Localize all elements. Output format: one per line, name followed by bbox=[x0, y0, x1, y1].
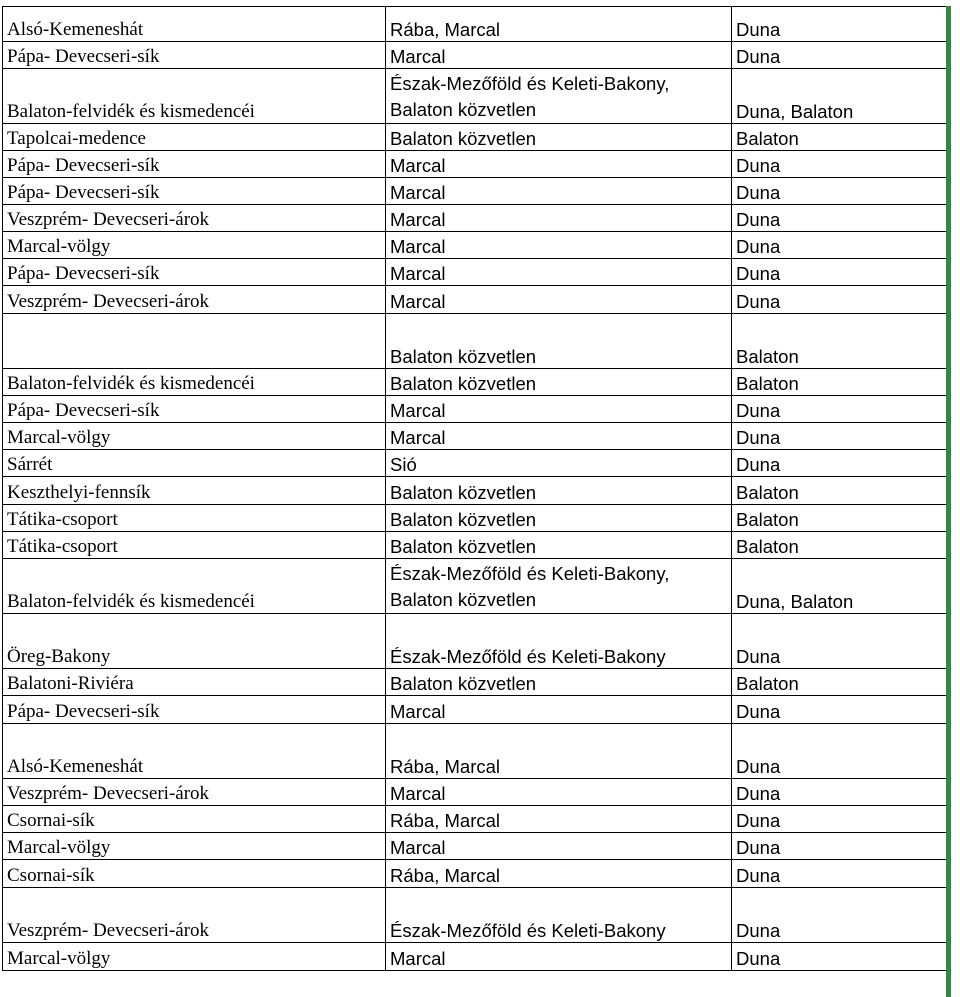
catchment-line: Marcal bbox=[390, 291, 446, 312]
catchment-cell[interactable] bbox=[386, 151, 732, 178]
basin-cell[interactable]: Duna bbox=[732, 450, 950, 477]
basin-cell[interactable]: Duna bbox=[732, 178, 950, 205]
table-row bbox=[3, 888, 950, 943]
catchment-line: Marcal bbox=[390, 46, 446, 67]
catchment-cell[interactable] bbox=[386, 423, 732, 450]
catchment-cell[interactable] bbox=[386, 614, 732, 669]
basin-cell[interactable]: Duna bbox=[732, 888, 950, 943]
table-row bbox=[3, 314, 950, 369]
basin-cell[interactable]: Balaton bbox=[732, 669, 950, 696]
landscape-cell[interactable]: Alsó-Kemeneshát bbox=[3, 724, 386, 779]
basin-cell[interactable]: Duna bbox=[732, 614, 950, 669]
table-row bbox=[3, 943, 950, 971]
basin-cell[interactable]: Duna bbox=[732, 779, 950, 806]
table-row bbox=[3, 151, 950, 178]
table-row bbox=[3, 724, 950, 779]
table-row bbox=[3, 369, 950, 396]
catchment-line: Marcal bbox=[390, 701, 446, 722]
catchment-cell[interactable] bbox=[386, 369, 732, 396]
basin-cell[interactable]: Duna bbox=[732, 696, 950, 724]
catchment-cell[interactable] bbox=[386, 178, 732, 205]
table-row bbox=[3, 669, 950, 696]
catchment-line: Balaton közvetlen bbox=[390, 373, 537, 394]
catchment-cell[interactable] bbox=[386, 314, 732, 369]
basin-cell[interactable]: Balaton bbox=[732, 314, 950, 369]
landscape-cell[interactable]: Keszthelyi-fennsík bbox=[3, 477, 386, 505]
sheet-right-edge bbox=[946, 6, 951, 997]
catchment-line: Marcal bbox=[390, 427, 446, 448]
table-row bbox=[3, 286, 950, 314]
landscape-cell[interactable]: Balaton-felvidék és kismedencéi bbox=[3, 69, 386, 124]
basin-cell[interactable]: Duna bbox=[732, 833, 950, 860]
landscape-cell[interactable]: Pápa- Devecseri-sík bbox=[3, 178, 386, 205]
landscape-cell[interactable]: Pápa- Devecseri-sík bbox=[3, 696, 386, 724]
table-row bbox=[3, 860, 950, 888]
catchment-line: Észak-Mezőföld és Keleti-Bakony bbox=[390, 920, 666, 941]
catchment-line: Rába, Marcal bbox=[390, 19, 501, 40]
landscape-cell[interactable]: Pápa- Devecseri-sík bbox=[3, 151, 386, 178]
basin-cell[interactable]: Balaton bbox=[732, 532, 950, 559]
catchment-cell[interactable] bbox=[386, 42, 732, 69]
landscape-cell[interactable]: Veszprém- Devecseri-árok bbox=[3, 205, 386, 232]
catchment-cell[interactable] bbox=[386, 833, 732, 860]
catchment-cell[interactable] bbox=[386, 779, 732, 806]
table-row bbox=[3, 205, 950, 232]
basin-cell[interactable]: Duna bbox=[732, 396, 950, 423]
landscape-cell[interactable]: Tátika-csoport bbox=[3, 532, 386, 559]
catchment-cell[interactable] bbox=[386, 205, 732, 232]
catchment-cell[interactable] bbox=[386, 860, 732, 888]
catchment-line: Rába, Marcal bbox=[390, 810, 501, 831]
landscape-cell[interactable]: Marcal-völgy bbox=[3, 943, 386, 971]
catchment-cell[interactable] bbox=[386, 124, 732, 151]
catchment-line: Észak-Mezőföld és Keleti-Bakony, bbox=[390, 563, 670, 584]
landscape-cell[interactable]: Pápa- Devecseri-sík bbox=[3, 396, 386, 423]
table-row bbox=[3, 7, 950, 42]
catchment-cell[interactable] bbox=[386, 7, 732, 42]
basin-cell[interactable]: Duna bbox=[732, 806, 950, 833]
landscape-cell[interactable]: Veszprém- Devecseri-árok bbox=[3, 286, 386, 314]
landscape-cell[interactable]: Sárrét bbox=[3, 450, 386, 477]
catchment-line: Észak-Mezőföld és Keleti-Bakony, bbox=[390, 73, 670, 94]
landscape-cell[interactable]: Csornai-sík bbox=[3, 806, 386, 833]
table-row bbox=[3, 505, 950, 532]
table-row bbox=[3, 614, 950, 669]
catchment-cell[interactable] bbox=[386, 724, 732, 779]
catchment-line: Marcal bbox=[390, 263, 446, 284]
catchment-cell[interactable] bbox=[386, 669, 732, 696]
catchment-cell[interactable] bbox=[386, 806, 732, 833]
landscape-cell[interactable]: Tapolcai-medence bbox=[3, 124, 386, 151]
basin-cell[interactable]: Duna bbox=[732, 943, 950, 971]
landscape-cell[interactable]: Balaton-felvidék és kismedencéi bbox=[3, 559, 386, 614]
catchment-line: Marcal bbox=[390, 400, 446, 421]
catchment-cell[interactable] bbox=[386, 696, 732, 724]
landscape-cell[interactable]: Balatoni-Riviéra bbox=[3, 669, 386, 696]
table-row bbox=[3, 178, 950, 205]
spreadsheet-table bbox=[2, 6, 950, 971]
table-row bbox=[3, 532, 950, 559]
landscape-cell[interactable]: Tátika-csoport bbox=[3, 505, 386, 532]
landscape-cell[interactable]: Balaton-felvidék és kismedencéi bbox=[3, 369, 386, 396]
catchment-line: Balaton közvetlen bbox=[390, 99, 537, 120]
table-row bbox=[3, 42, 950, 69]
catchment-cell[interactable] bbox=[386, 532, 732, 559]
basin-cell[interactable]: Duna bbox=[732, 232, 950, 259]
basin-cell[interactable]: Duna bbox=[732, 724, 950, 779]
catchment-cell[interactable] bbox=[386, 477, 732, 505]
table-row bbox=[3, 124, 950, 151]
table-row bbox=[3, 259, 950, 286]
catchment-cell[interactable] bbox=[386, 559, 732, 614]
catchment-line: Rába, Marcal bbox=[390, 756, 501, 777]
table-row bbox=[3, 232, 950, 259]
catchment-cell[interactable] bbox=[386, 396, 732, 423]
catchment-line: Marcal bbox=[390, 182, 446, 203]
catchment-line: Marcal bbox=[390, 783, 446, 804]
table-row bbox=[3, 779, 950, 806]
catchment-line: Marcal bbox=[390, 948, 446, 969]
catchment-cell[interactable] bbox=[386, 943, 732, 971]
landscape-cell[interactable]: Pápa- Devecseri-sík bbox=[3, 259, 386, 286]
landscape-cell[interactable]: Marcal-völgy bbox=[3, 833, 386, 860]
catchment-cell[interactable] bbox=[386, 888, 732, 943]
basin-cell[interactable]: Balaton bbox=[732, 505, 950, 532]
catchment-line: Balaton közvetlen bbox=[390, 482, 537, 503]
catchment-line: Marcal bbox=[390, 209, 446, 230]
basin-cell[interactable]: Duna bbox=[732, 259, 950, 286]
basin-cell[interactable]: Duna bbox=[732, 151, 950, 178]
catchment-cell[interactable] bbox=[386, 232, 732, 259]
basin-cell[interactable]: Duna bbox=[732, 42, 950, 69]
landscape-cell[interactable]: Veszprém- Devecseri-árok bbox=[3, 888, 386, 943]
catchment-line: Marcal bbox=[390, 236, 446, 257]
table-row bbox=[3, 696, 950, 724]
basin-cell[interactable]: Duna bbox=[732, 860, 950, 888]
catchment-cell[interactable] bbox=[386, 505, 732, 532]
landscape-cell[interactable]: Csornai-sík bbox=[3, 860, 386, 888]
basin-cell[interactable]: Balaton bbox=[732, 369, 950, 396]
catchment-cell[interactable] bbox=[386, 286, 732, 314]
table-row bbox=[3, 69, 950, 124]
landscape-cell[interactable]: Pápa- Devecseri-sík bbox=[3, 42, 386, 69]
landscape-cell[interactable] bbox=[3, 314, 386, 369]
landscape-cell[interactable]: Marcal-völgy bbox=[3, 423, 386, 450]
catchment-line: Marcal bbox=[390, 837, 446, 858]
catchment-cell[interactable] bbox=[386, 450, 732, 477]
table-row bbox=[3, 450, 950, 477]
catchment-line: Balaton közvetlen bbox=[390, 589, 537, 610]
landscape-cell[interactable]: Alsó-Kemeneshát bbox=[3, 7, 386, 42]
table-row bbox=[3, 423, 950, 450]
basin-cell[interactable]: Duna bbox=[732, 286, 950, 314]
basin-cell[interactable]: Balaton bbox=[732, 477, 950, 505]
catchment-cell[interactable] bbox=[386, 69, 732, 124]
basin-cell[interactable]: Balaton bbox=[732, 124, 950, 151]
catchment-line: Balaton közvetlen bbox=[390, 673, 537, 694]
catchment-line: Marcal bbox=[390, 155, 446, 176]
basin-cell[interactable]: Duna, Balaton bbox=[732, 69, 950, 124]
landscape-cell[interactable]: Marcal-völgy bbox=[3, 232, 386, 259]
landscape-cell[interactable]: Öreg-Bakony bbox=[3, 614, 386, 669]
basin-cell[interactable]: Duna, Balaton bbox=[732, 559, 950, 614]
table-row bbox=[3, 477, 950, 505]
catchment-line: Balaton közvetlen bbox=[390, 509, 537, 530]
catchment-cell[interactable] bbox=[386, 259, 732, 286]
catchment-line: Balaton közvetlen bbox=[390, 536, 537, 557]
basin-cell[interactable]: Duna bbox=[732, 205, 950, 232]
table-row bbox=[3, 396, 950, 423]
table-row bbox=[3, 806, 950, 833]
catchment-line: Sió bbox=[390, 454, 417, 475]
catchment-line: Balaton közvetlen bbox=[390, 346, 537, 367]
catchment-line: Rába, Marcal bbox=[390, 865, 501, 886]
catchment-line: Észak-Mezőföld és Keleti-Bakony bbox=[390, 646, 666, 667]
catchment-line: Balaton közvetlen bbox=[390, 128, 537, 149]
landscape-cell[interactable]: Veszprém- Devecseri-árok bbox=[3, 779, 386, 806]
spreadsheet-body bbox=[3, 7, 950, 971]
table-row bbox=[3, 559, 950, 614]
basin-cell[interactable]: Duna bbox=[732, 7, 950, 42]
basin-cell[interactable]: Duna bbox=[732, 423, 950, 450]
table-row bbox=[3, 833, 950, 860]
